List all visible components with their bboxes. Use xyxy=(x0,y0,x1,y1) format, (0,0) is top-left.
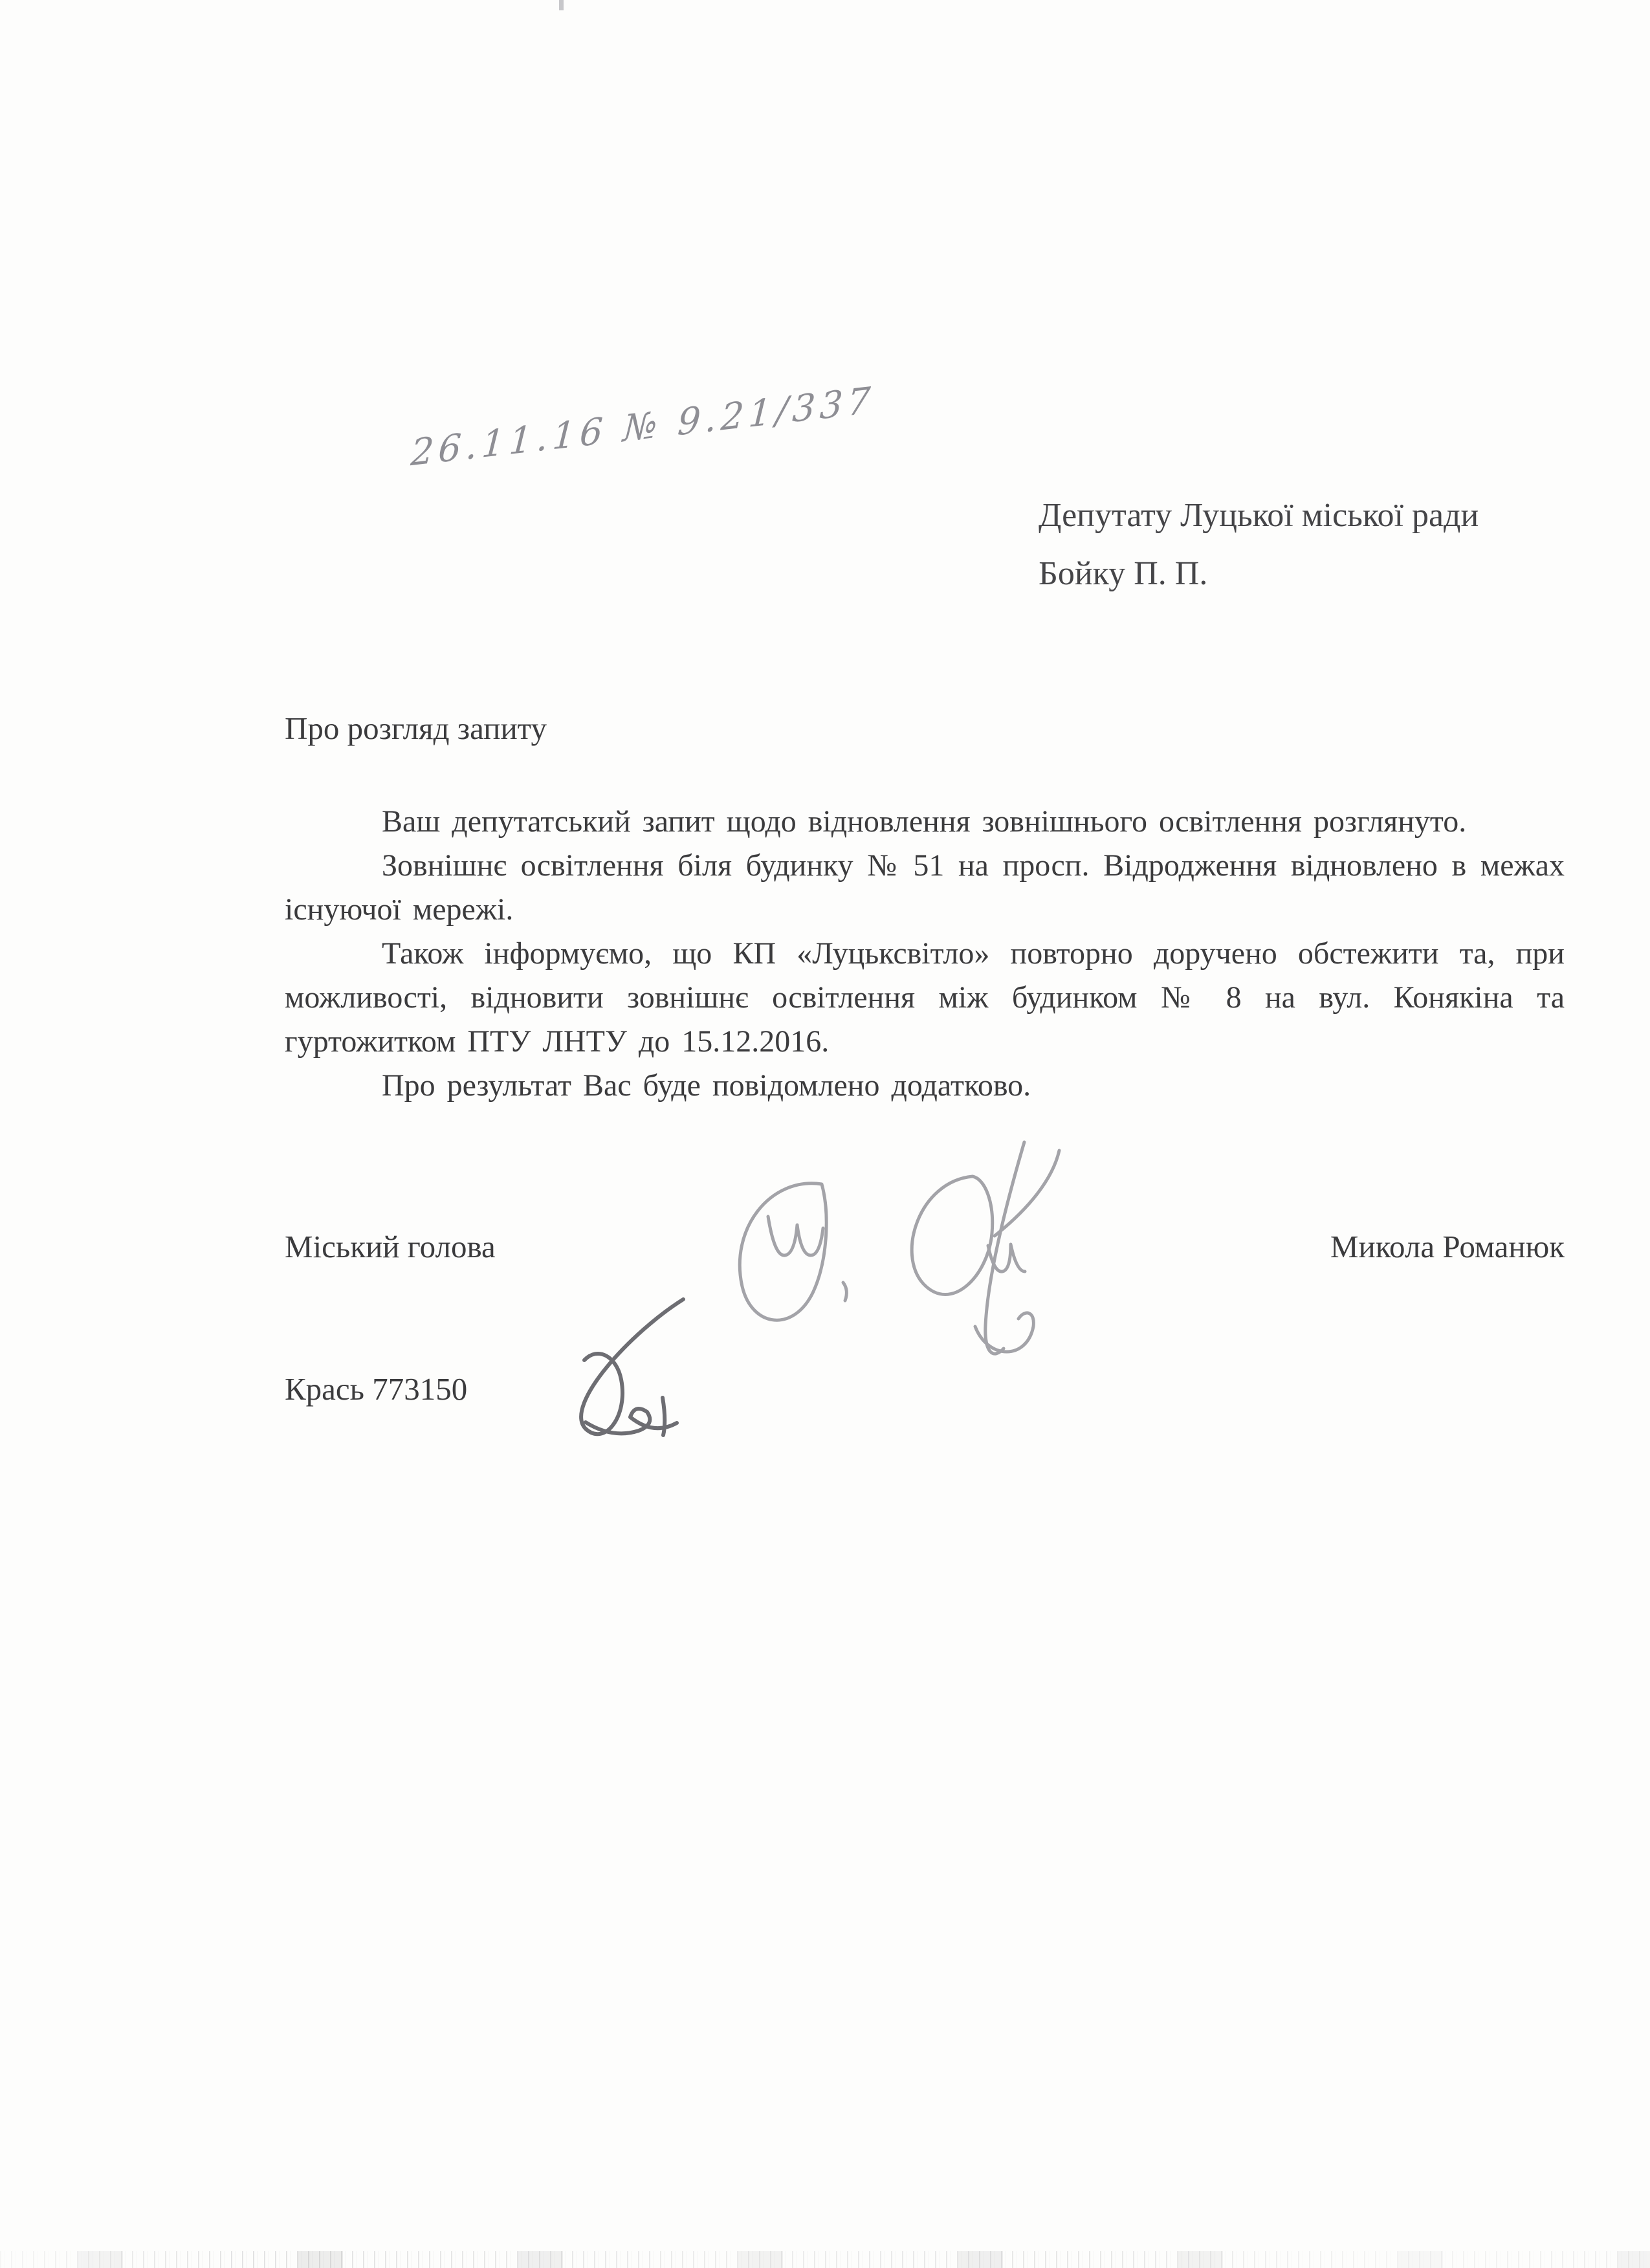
handwritten-registration-number: 26.11.16 № 9.21/337 xyxy=(409,379,876,475)
subject-line: Про розгляд запиту xyxy=(285,710,547,746)
recipient-block xyxy=(1039,487,1576,603)
letter-body xyxy=(285,707,1565,1108)
signatory-name: Микола Романюк xyxy=(1330,1229,1565,1264)
recipient-line-2: Бойку П. П. xyxy=(1039,555,1208,592)
paragraph-4: Про результат Вас буде повідомлено додатково. xyxy=(382,1068,1031,1103)
executor-signature-icon xyxy=(523,1294,743,1459)
paragraph-2: Зовнішнє освітлення біля будинку № 51 на просп. Відродження відновлено в межах існуючої мережі. xyxy=(285,848,1565,927)
scanner-noise-strip xyxy=(0,2251,1650,2268)
signatory-title: Міський голова xyxy=(285,1229,496,1264)
mayor-signature-icon xyxy=(696,1139,1071,1420)
executor-reference: Крась 773150 xyxy=(285,1371,468,1407)
recipient-line-1: Депутату Луцької міської ради xyxy=(1039,497,1479,534)
paragraph-3: Також інформуємо, що КП «Луцьксвітло» повторно доручено обстежити та, при можливості, відновити зовнішнє освітлення між будинком № 8 на вул. Конякіна та гуртожитком ПТУ ЛНТУ до 15.12.2016. xyxy=(285,936,1565,1059)
paragraph-1: Ваш депутатський запит щодо відновлення зовнішнього освітлення розглянуто. xyxy=(382,804,1467,839)
scan-artifact-speck xyxy=(559,0,564,10)
